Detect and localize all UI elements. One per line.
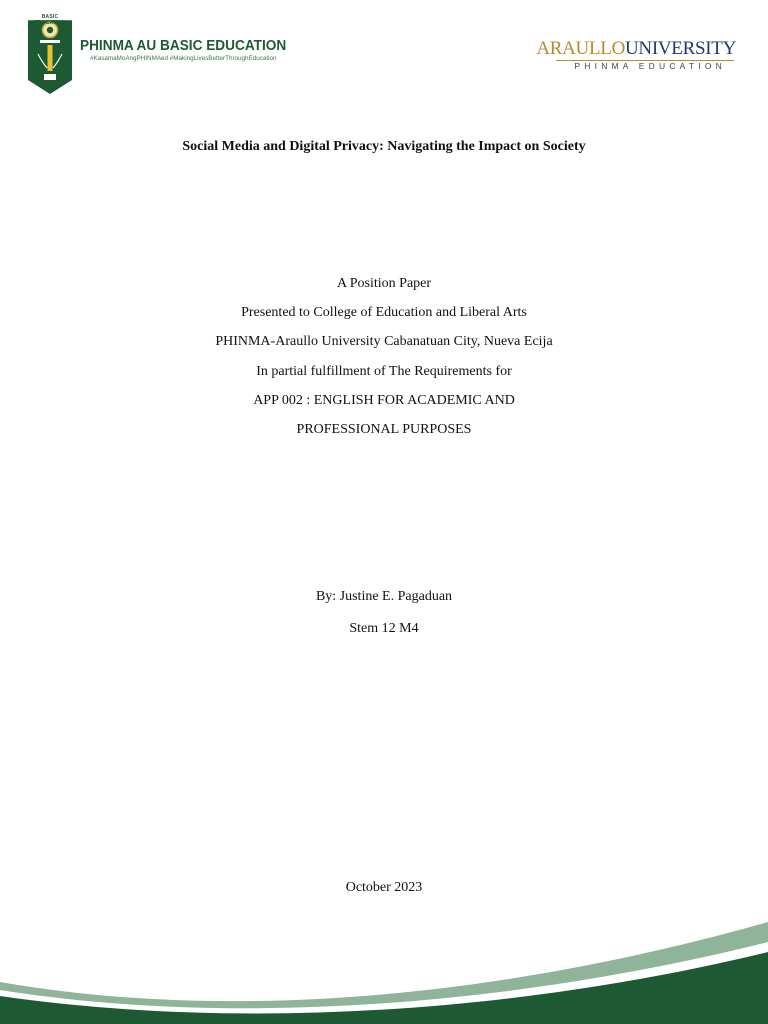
document-title: Social Media and Digital Privacy: Navigating the Impact on Society — [182, 139, 586, 154]
basic-education-caption: BASIC EDUCATION — [34, 14, 66, 26]
shield-emblem-icon — [28, 14, 72, 94]
front-matter-line: Presented to College of Education and Liberal Arts — [241, 305, 527, 320]
left-logo-hashtags: #KasamaMoAngPHINMAed #MakingLivesBetterThroughEducation — [90, 55, 277, 62]
araullo-university-wordmark — [536, 38, 736, 60]
footer-wave-decoration — [0, 900, 768, 1024]
left-logo-title: PHINMA AU BASIC EDUCATION — [80, 38, 287, 54]
front-matter-line: A Position Paper — [336, 276, 432, 291]
phinma-au-basic-education-logo — [28, 14, 288, 96]
wordmark-part-araullo: ARAULLO — [536, 38, 625, 59]
author-line: By: Justine E. Pagaduan — [315, 589, 453, 604]
front-matter-line: APP 002 : ENGLISH FOR ACADEMIC AND — [253, 393, 515, 408]
section-line: Stem 12 M4 — [349, 621, 419, 636]
wordmark-part-university: UNIVERSITY — [625, 38, 736, 59]
araullo-university-logo — [536, 36, 742, 76]
front-matter-line: PROFESSIONAL PURPOSES — [296, 422, 472, 437]
front-matter-line: In partial fulfillment of The Requirements for — [256, 364, 512, 379]
front-matter-line: PHINMA-Araullo University Cabanatuan City, Nueva Ecija — [215, 334, 553, 349]
date-line: October 2023 — [345, 880, 423, 895]
phinma-education-subtitle: PHINMA EDUCATION — [574, 61, 726, 71]
